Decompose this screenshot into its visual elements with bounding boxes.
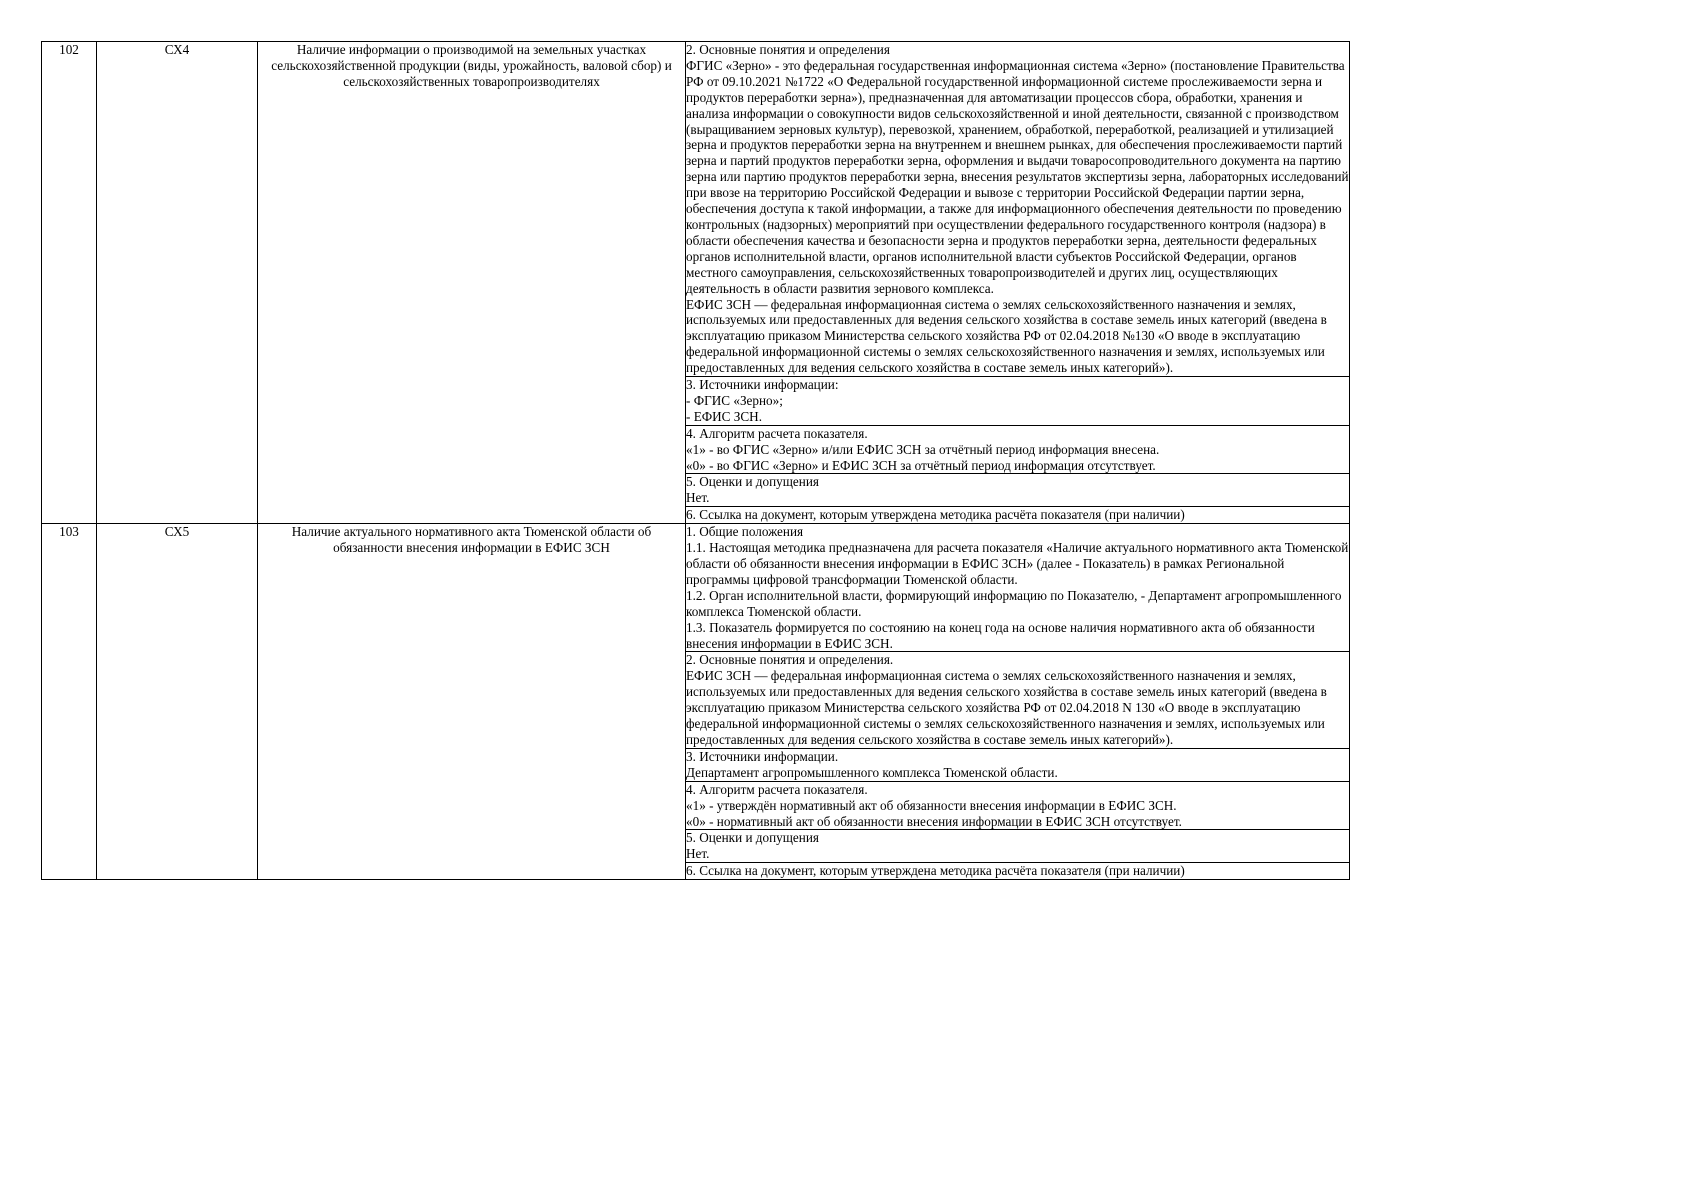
section-text: «0» - во ФГИС «Зерно» и ЕФИС ЗСН за отчётный период информация отсутствует. xyxy=(686,457,1156,473)
indicator-code: СХ5 xyxy=(97,524,258,880)
methodology-section xyxy=(686,377,1350,426)
section-heading: 6. Ссылка на документ, которым утверждена методика расчёта показателя (при наличии) xyxy=(686,507,1185,523)
section-text: «1» - утверждён нормативный акт об обязанности внесения информации в ЕФИС ЗСН. xyxy=(686,797,1177,813)
indicator-code: СХ4 xyxy=(97,42,258,524)
section-heading: 2. Основные понятия и определения. xyxy=(686,652,894,668)
section-text: Нет. xyxy=(686,846,710,862)
section-heading: 2. Основные понятия и определения xyxy=(686,42,890,57)
row-number: 102 xyxy=(42,42,97,524)
section-text: 1.1. Настоящая методика предназначена для расчета показателя «Наличие актуального нормативного акта Тюменской области об обязанности внесения информации в ЕФИС ЗСН» (далее - Показатель) в рамках Региональной программы цифровой трансформации Тюменской области. xyxy=(686,540,1349,587)
methodology-section xyxy=(686,748,1350,781)
section-heading: 5. Оценки и допущения xyxy=(686,830,819,846)
section-text: «1» - во ФГИС «Зерно» и/или ЕФИС ЗСН за отчётный период информация внесена. xyxy=(686,441,1160,457)
methodology-section xyxy=(686,830,1350,863)
row-number: 103 xyxy=(42,524,97,880)
table-body xyxy=(42,42,1350,880)
section-heading: 6. Ссылка на документ, которым утверждена методика расчёта показателя (при наличии) xyxy=(686,863,1185,879)
section-heading: 3. Источники информации. xyxy=(686,748,839,764)
section-heading: 5. Оценки и допущения xyxy=(686,474,819,490)
methodology-section xyxy=(686,507,1350,524)
indicator-name: Наличие информации о производимой на земельных участках сельскохозяйственной продукции (виды, урожайность, валовой сбор) и сельскохозяйственных товаропроизводителях xyxy=(258,42,686,524)
table-row xyxy=(42,524,1350,652)
methodology-table xyxy=(41,41,1350,880)
methodology-section xyxy=(686,425,1350,474)
methodology-section xyxy=(686,652,1350,748)
indicator-name: Наличие актуального нормативного акта Тюменской области об обязанности внесения информации в ЕФИС ЗСН xyxy=(258,524,686,880)
section-heading: 1. Общие положения xyxy=(686,524,804,540)
section-heading: 3. Источники информации: xyxy=(686,377,839,393)
methodology-section xyxy=(686,781,1350,830)
methodology-section xyxy=(686,524,1350,652)
methodology-section xyxy=(686,42,1350,377)
section-text: Нет. xyxy=(686,490,710,506)
section-text: 1.3. Показатель формируется по состоянию на конец года на основе наличия нормативного акта об обязанности внесения информации в ЕФИС ЗСН. xyxy=(686,619,1315,651)
methodology-section xyxy=(686,474,1350,507)
section-heading: 4. Алгоритм расчета показателя. xyxy=(686,425,868,441)
section-text: ФГИС «Зерно» - это федеральная государственная информационная система «Зерно» (постановление Правительства РФ от 09.10.2021 №1722 «О Федеральной государственной информационной системе прослеживаемости зерна и продуктов переработки зерна»), предназначенная для автоматизации процессов сбора, обработки, хранения и анализа информации о совокупности видов сельскохозяйственной и иной деятельности, связанной с производством (выращиванием зерновых культур), перевозкой, хранением, обработкой, переработкой, реализацией и утилизацией зерна и продуктов переработки зерна на внутреннем и внешнем рынках, для обеспечения прослеживаемости партий зерна и партий продуктов переработки зерна, оформления и выдачи товаросопроводительного документа на партию зерна или партию продуктов переработки зерна, внесения результатов экспертизы зерна, лабораторных исследований при ввозе на территорию Российской Федерации и вывозе с территории Российской Федерации партии зерна, обеспечения доступа к такой информации, а также для информационного обеспечения деятельности по проведению контрольных (надзорных) мероприятий при осуществлении федерального государственного контроля (надзора) в области обеспечения качества и безопасности зерна и продуктов переработки зерна, деятельности федеральных органов исполнительной власти, органов исполнительной власти субъектов Российской Федерации, органов местного самоуправления, сельскохозяйственных товаропроизводителей и других лиц, осуществляющих деятельность в области развития зернового комплекса. xyxy=(686,57,1349,296)
methodology-section xyxy=(686,863,1350,880)
section-text: - ЕФИС ЗСН. xyxy=(686,408,763,424)
table-row xyxy=(42,42,1350,377)
section-heading: 4. Алгоритм расчета показателя. xyxy=(686,781,868,797)
section-text: ЕФИС ЗСН — федеральная информационная система о землях сельскохозяйственного назначения и землях, используемых или предоставленных для ведения сельского хозяйства в составе земель иных категорий (введена в эксплуатацию приказом Министерства сельского хозяйства РФ от 02.04.2018 №130 «О вводе в эксплуатацию федеральной информационной системы о землях сельскохозяйственного назначения и землях, используемых или предоставленных для ведения сельского хозяйства в составе земель иных категорий»). xyxy=(686,296,1327,376)
section-text: - ФГИС «Зерно»; xyxy=(686,392,783,408)
section-text: «0» - нормативный акт об обязанности внесения информации в ЕФИС ЗСН отсутствует. xyxy=(686,813,1182,829)
section-text: Департамент агропромышленного комплекса Тюменской области. xyxy=(686,764,1058,780)
section-text: 1.2. Орган исполнительной власти, формирующий информацию по Показателю, - Департамент агропромышленного комплекса Тюменской области. xyxy=(686,587,1342,619)
section-text: ЕФИС ЗСН — федеральная информационная система о землях сельскохозяйственного назначения и землях, используемых или предоставленных для ведения сельского хозяйства в составе земель иных категорий (введена в эксплуатацию приказом Министерства сельского хозяйства РФ от 02.04.2018 N 130 «О вводе в эксплуатацию федеральной информационной системы о землях сельскохозяйственного назначения и землях, используемых или предоставленных для ведения сельского хозяйства в составе земель иных категорий»). xyxy=(686,668,1327,747)
